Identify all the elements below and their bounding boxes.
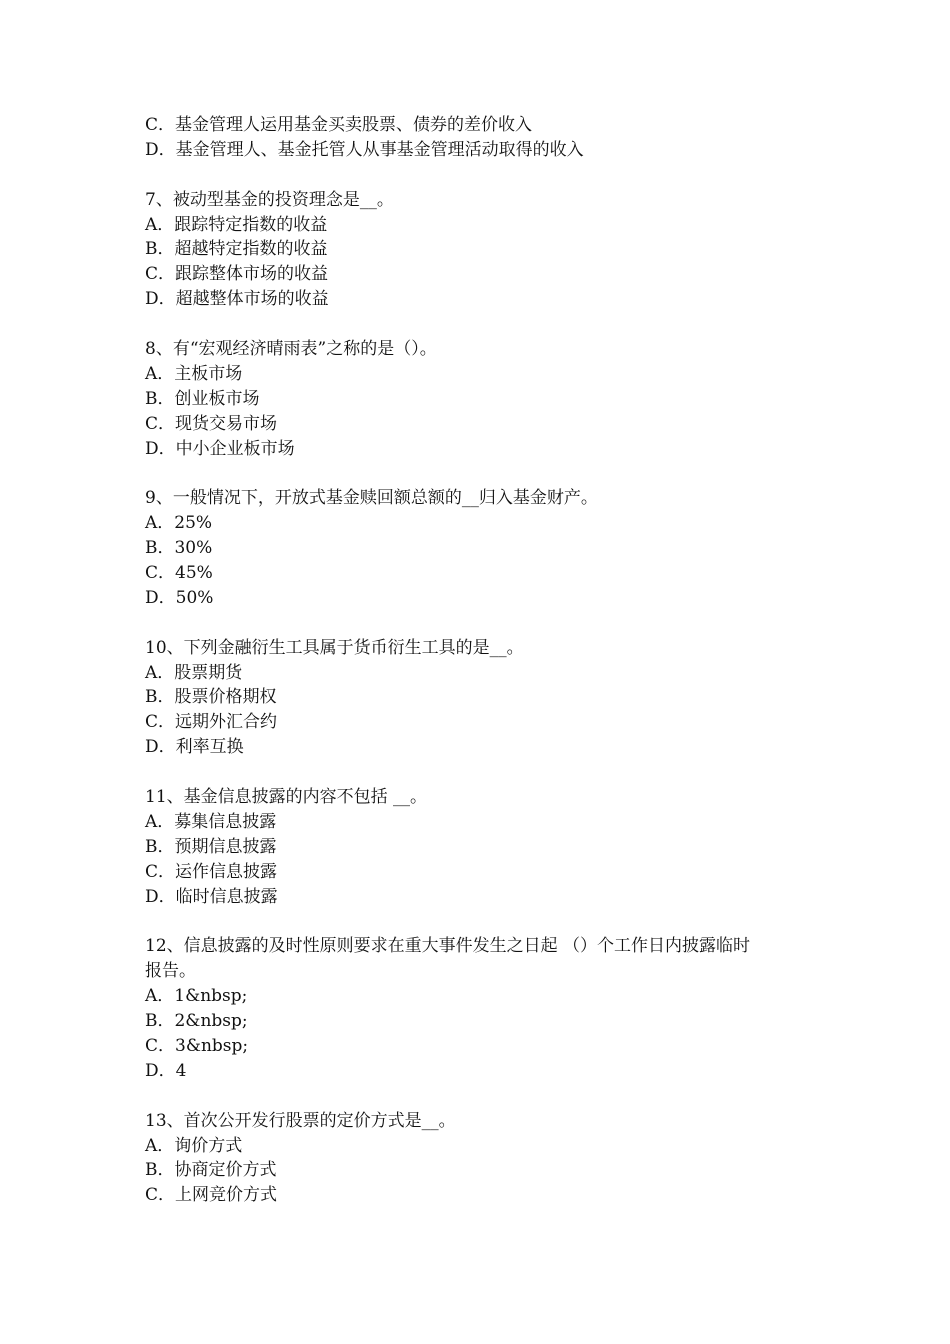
option-a: A．主板市场 <box>145 363 243 384</box>
option-c: C．现货交易市场 <box>145 413 278 434</box>
option-d: D．50% <box>145 587 214 608</box>
question-12 <box>145 934 825 1083</box>
option-c: C．运作信息披露 <box>145 861 278 882</box>
question-title-continued: 报告。 <box>145 961 196 982</box>
option-b: B．2&nbsp; <box>145 1011 248 1032</box>
question-title: 12、信息披露的及时性原则要求在重大事件发生之日起 （）个工作日内披露临时 <box>145 936 751 957</box>
option-d: D．基金管理人、基金托管人从事基金管理活动取得的收入 <box>145 139 584 160</box>
option-d: D．超越整体市场的收益 <box>145 289 329 310</box>
option-c: C．3&nbsp; <box>145 1035 249 1056</box>
document-page <box>145 113 825 1208</box>
lead-options <box>145 113 825 163</box>
option-c: C．基金管理人运用基金买卖股票、债券的差价收入 <box>145 115 533 135</box>
option-b: B．股票价格期权 <box>145 687 277 708</box>
option-d: D．利率互换 <box>145 737 244 758</box>
option-b: B．30% <box>145 538 213 559</box>
option-d: D．4 <box>145 1060 187 1081</box>
option-c: C．跟踪整体市场的收益 <box>145 264 329 285</box>
question-11 <box>145 785 825 909</box>
option-a: A．股票期货 <box>145 662 243 683</box>
question-13 <box>145 1109 825 1209</box>
option-c: C．上网竞价方式 <box>145 1185 278 1206</box>
option-a: A．跟踪特定指数的收益 <box>145 214 328 235</box>
question-10 <box>145 636 825 760</box>
question-9 <box>145 486 825 610</box>
option-b: B．超越特定指数的收益 <box>145 239 328 260</box>
option-a: A．询价方式 <box>145 1135 243 1156</box>
option-b: B．协商定价方式 <box>145 1160 277 1181</box>
question-title: 9、一般情况下，开放式基金赎回额总额的__归入基金财产。 <box>145 488 598 509</box>
question-title: 7、被动型基金的投资理念是__。 <box>145 189 394 210</box>
option-a: A．募集信息披露 <box>145 811 277 832</box>
option-a: A．25% <box>145 513 213 534</box>
option-c: C．远期外汇合约 <box>145 712 278 733</box>
question-title: 10、下列金融衍生工具属于货币衍生工具的是__。 <box>145 637 524 658</box>
option-c: C．45% <box>145 563 213 584</box>
option-a: A．1&nbsp; <box>145 986 248 1007</box>
option-b: B．预期信息披露 <box>145 836 277 857</box>
option-b: B．创业板市场 <box>145 388 260 409</box>
question-title: 13、首次公开发行股票的定价方式是__。 <box>145 1110 456 1131</box>
question-7 <box>145 188 825 312</box>
question-8 <box>145 337 825 461</box>
question-title: 11、基金信息披露的内容不包括 __。 <box>145 787 428 808</box>
question-title: 8、有“宏观经济晴雨表”之称的是（）。 <box>145 339 437 360</box>
option-d: D．临时信息披露 <box>145 886 278 907</box>
option-d: D．中小企业板市场 <box>145 438 295 459</box>
